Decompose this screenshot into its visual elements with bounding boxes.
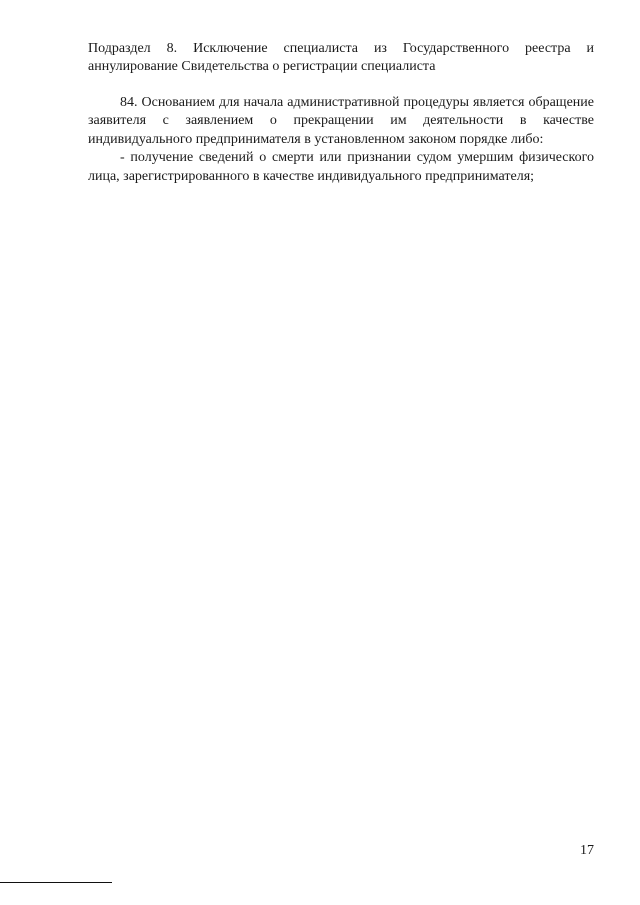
paragraph-84-item-1: - получение сведений о смерти или признании судом умершим физического лица, зарегистрированного в качестве индивидуального предпринимателя; bbox=[88, 150, 594, 184]
document-content bbox=[88, 94, 594, 186]
page-number: 17 bbox=[580, 843, 594, 858]
bottom-left-edge-mark bbox=[0, 882, 112, 883]
section-title: Подраздел 8. Исключение специалиста из Государственного реестра и аннулирование Свидетельства о регистрации специалиста bbox=[88, 41, 594, 75]
paragraph-84: 84. Основанием для начала административной процедуры является обращение заявителя с заявлением о прекращении им деятельности в качестве индивидуального предпринимателя в установленном законом порядке либо: bbox=[88, 95, 594, 147]
